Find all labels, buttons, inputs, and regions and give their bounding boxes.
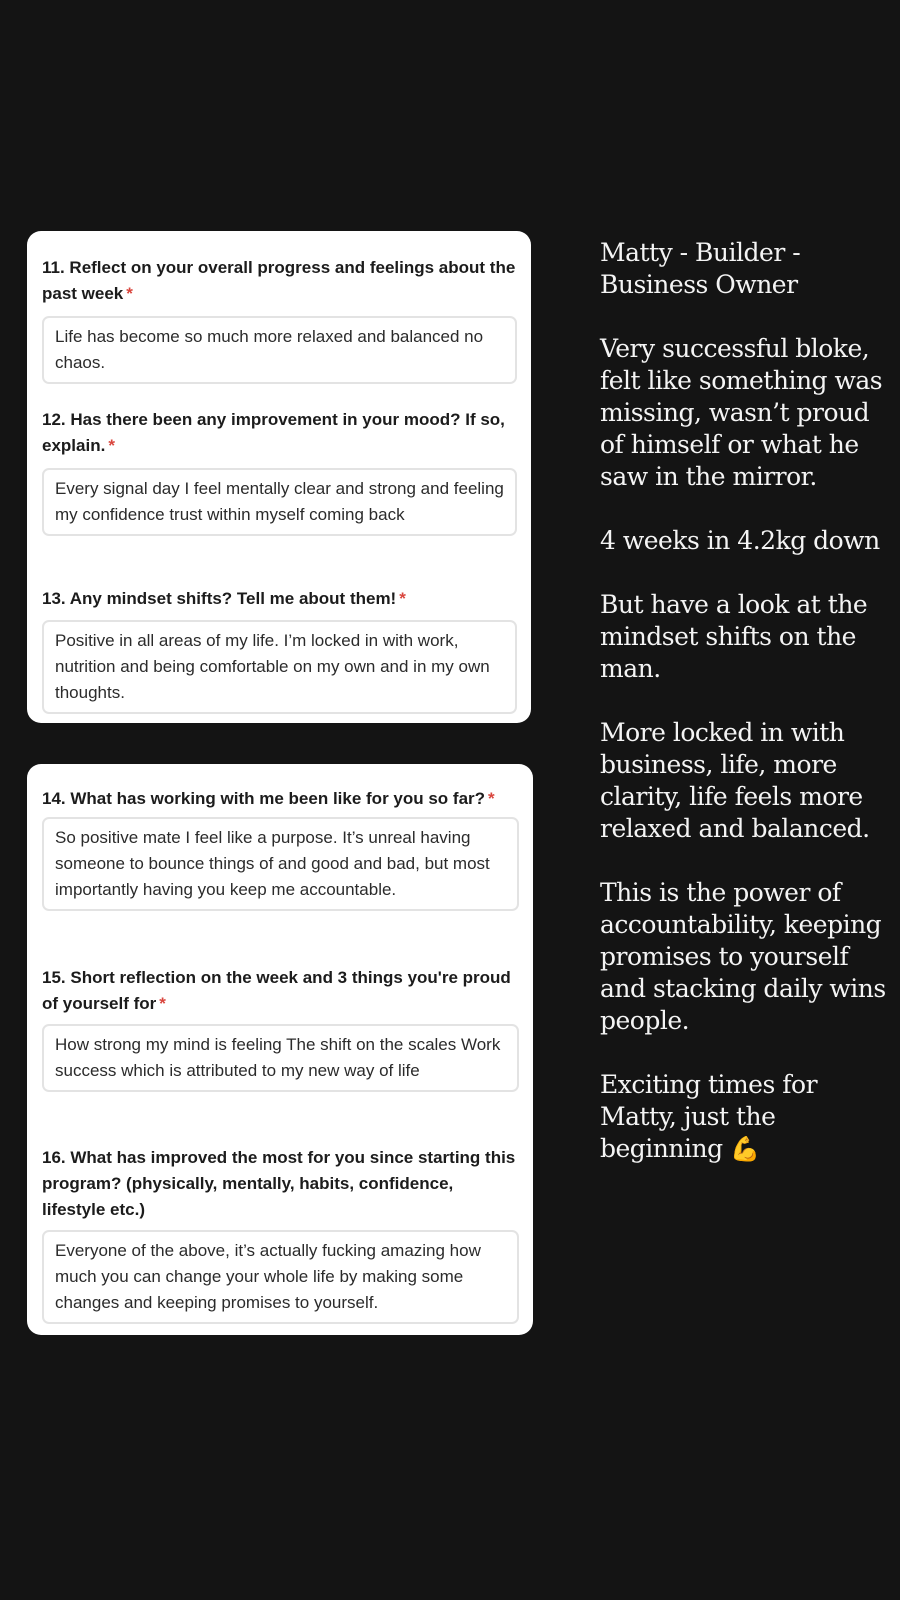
story-paragraph-changes: More locked in with business, life, more clarity, life feels more relaxed and balanced. bbox=[600, 718, 870, 843]
question-14: 14. What has working with me been like for you so far? * bbox=[42, 789, 495, 808]
required-marker: * bbox=[126, 284, 133, 303]
story-paragraph-closing bbox=[600, 1069, 890, 1165]
answer-14-field[interactable]: So positive mate I feel like a purpose. It’s unreal having someone to bounce things of and good and bad, but most importantly having you keep me accountable. bbox=[42, 817, 519, 911]
question-13: 13. Any mindset shifts? Tell me about them! * bbox=[42, 589, 406, 608]
question-15: 15. Short reflection on the week and 3 things you're proud of yourself for * bbox=[42, 968, 511, 1013]
story-paragraph-accountability: This is the power of accountability, keeping promises to yourself and stacking daily wins people. bbox=[600, 878, 886, 1035]
required-marker: * bbox=[159, 994, 166, 1013]
required-marker: * bbox=[488, 789, 495, 808]
answer-11-field[interactable]: Life has become so much more relaxed and balanced no chaos. bbox=[42, 316, 517, 384]
story-paragraph-mindset: But have a look at the mindset shifts on the man. bbox=[600, 590, 868, 683]
required-marker: * bbox=[399, 589, 406, 608]
story-paragraph-result: 4 weeks in 4.2kg down bbox=[600, 526, 880, 555]
story-paragraph-title: Matty - Builder - Business Owner bbox=[600, 238, 801, 299]
question-11: 11. Reflect on your overall progress and feelings about the past week * bbox=[42, 258, 516, 303]
checkin-form-card-2 bbox=[27, 764, 533, 1335]
answer-13-field[interactable]: Positive in all areas of my life. I’m locked in with work, nutrition and being comfortable on my own and in my own thoughts. bbox=[42, 620, 517, 714]
story-caption bbox=[600, 237, 890, 1165]
answer-15-field[interactable]: How strong my mind is feeling The shift on the scales Work success which is attributed to my new way of life bbox=[42, 1024, 519, 1092]
story-closing-text: Exciting times for Matty, just the beginning bbox=[600, 1070, 818, 1163]
question-12: 12. Has there been any improvement in your mood? If so, explain. * bbox=[42, 410, 505, 455]
answer-16-field[interactable]: Everyone of the above, it’s actually fucking amazing how much you can change your whole life by making some changes and keeping promises to yourself. bbox=[42, 1230, 519, 1324]
question-16: 16. What has improved the most for you since starting this program? (physically, mentally, habits, confidence, lifestyle etc.) bbox=[42, 1148, 516, 1219]
checkin-form-card-1 bbox=[27, 231, 531, 723]
flexed-biceps-icon: 💪 bbox=[730, 1135, 760, 1163]
answer-12-field[interactable]: Every signal day I feel mentally clear and strong and feeling my confidence trust within myself coming back bbox=[42, 468, 517, 536]
required-marker: * bbox=[108, 436, 115, 455]
story-paragraph-background: Very successful bloke, felt like something was missing, wasn’t proud of himself or what he saw in the mirror. bbox=[600, 334, 883, 491]
